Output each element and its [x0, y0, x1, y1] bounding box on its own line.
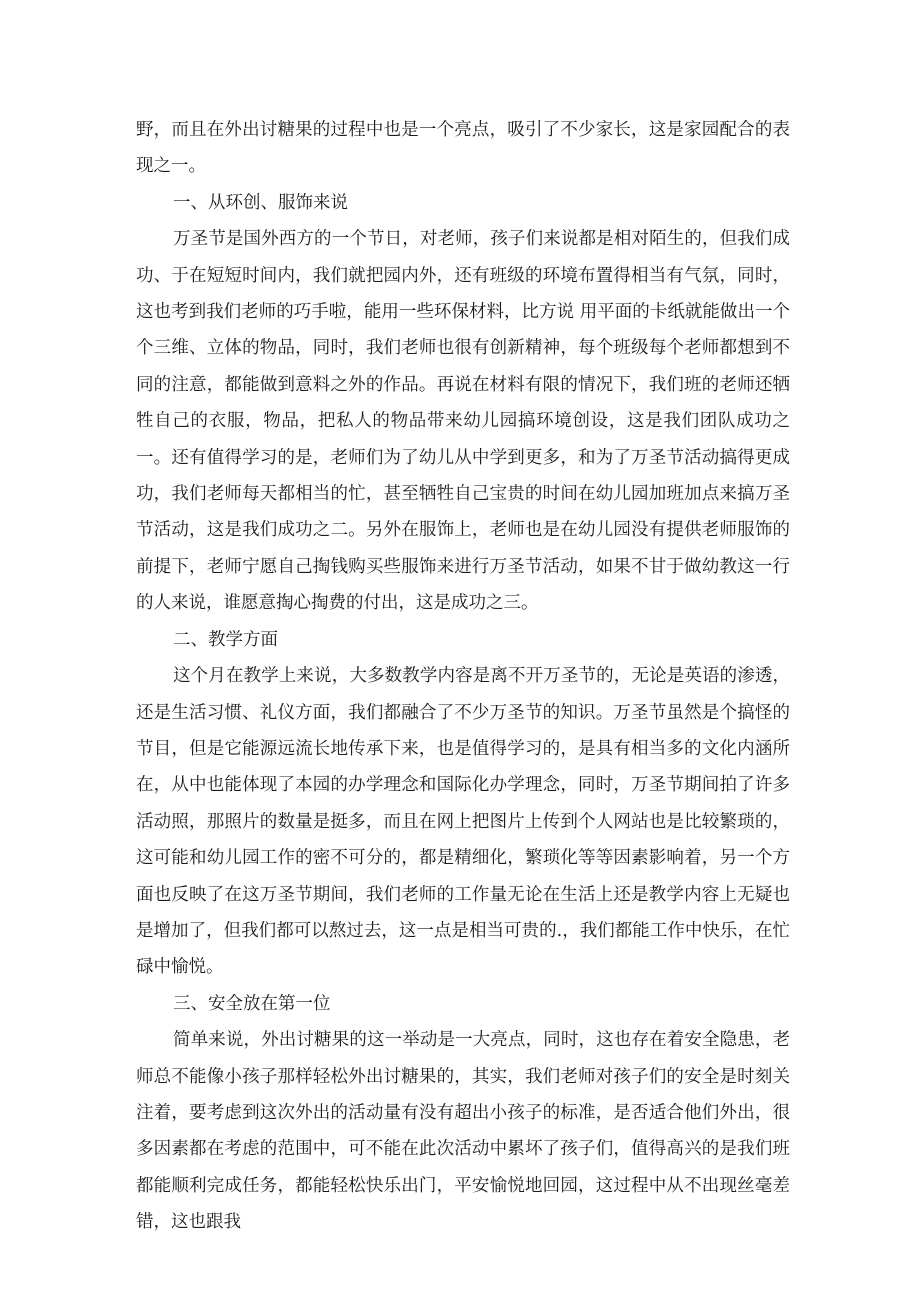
paragraph-continuation: 野，而且在外出讨糖果的过程中也是一个亮点，吸引了不少家长，这是家园配合的表现之一。: [136, 120, 790, 177]
section-heading-safety: 三、安全放在第一位: [173, 993, 331, 1014]
section-heading-teaching: 二、教学方面: [173, 629, 278, 650]
section-heading-decor-costume: 一、从环创、服饰来说: [173, 192, 348, 213]
document-body: [136, 112, 790, 1241]
paragraph-safety: 简单来说，外出讨糖果的这一举动是一大亮点，同时，这也存在着安全隐患，老师总不能像小孩子那样轻松外出讨糖果的，其实，我们老师对孩子们的安全是时刻关注着，要考虑到这次外出的活动量有没有超出小孩子的标准，是否适合他们外出，很多因素都在考虑的范围中，可不能在此次活动中累坏了孩子们，值得高兴的是我们班都能顺利完成任务，都能轻松快乐出门，平安愉悦地回园，这过程中从不出现丝毫差错，这也跟我: [136, 1030, 790, 1233]
paragraph-decor-costume: 万圣节是国外西方的一个节日，对老师，孩子们来说都是相对陌生的，但我们成功、于在短短时间内，我们就把园内外，还有班级的环境布置得相当有气氛，同时，这也考到我们老师的巧手啦，能用一些环保材料，比方说 用平面的卡纸就能做出一个个三维、立体的物品，同时，我们老师也很有创新精神，每个班级每个老师都想到不同的注意，都能做到意料之外的作品。再说在材料有限的情况下，我们班的老师还牺牲自己的衣服，物品，把私人的物品带来幼儿园搞环境创设，这是我们团队成功之一。还有值得学习的是，老师们为了幼儿从中学到更多，和为了万圣节活动搞得更成功，我们老师每天都相当的忙，甚至牺牲自己宝贵的时间在幼儿园加班加点来搞万圣节活动，这是我们成功之二。另外在服饰上，老师也是在幼儿园没有提供老师服饰的前提下，老师宁愿自己掏钱购买些服饰来进行万圣节活动，如果不甘于做幼教这一行的人来说，谁愿意掏心掏费的付出，这是成功之三。: [136, 229, 790, 614]
paragraph-teaching: 这个月在教学上来说，大多数教学内容是离不开万圣节的，无论是英语的渗透，还是生活习惯、礼仪方面，我们都融合了不少万圣节的知识。万圣节虽然是个搞怪的节目，但是它能源远流长地传承下来，也是值得学习的，是具有相当多的文化内涵所在，从中也能体现了本园的办学理念和国际化办学理念，同时，万圣节期间拍了许多活动照，那照片的数量是挺多，而且在网上把图片上传到个人网站也是比较繁琐的，这可能和幼儿园工作的密不可分的，都是精细化，繁琐化等等因素影响着，另一个方面也反映了在这万圣节期间，我们老师的工作量无论在生活上还是教学内容上无疑也是增加了，但我们都可以熬过去，这一点是相当可贵的.，我们都能工作中快乐，在忙碌中愉悦。: [136, 666, 790, 978]
